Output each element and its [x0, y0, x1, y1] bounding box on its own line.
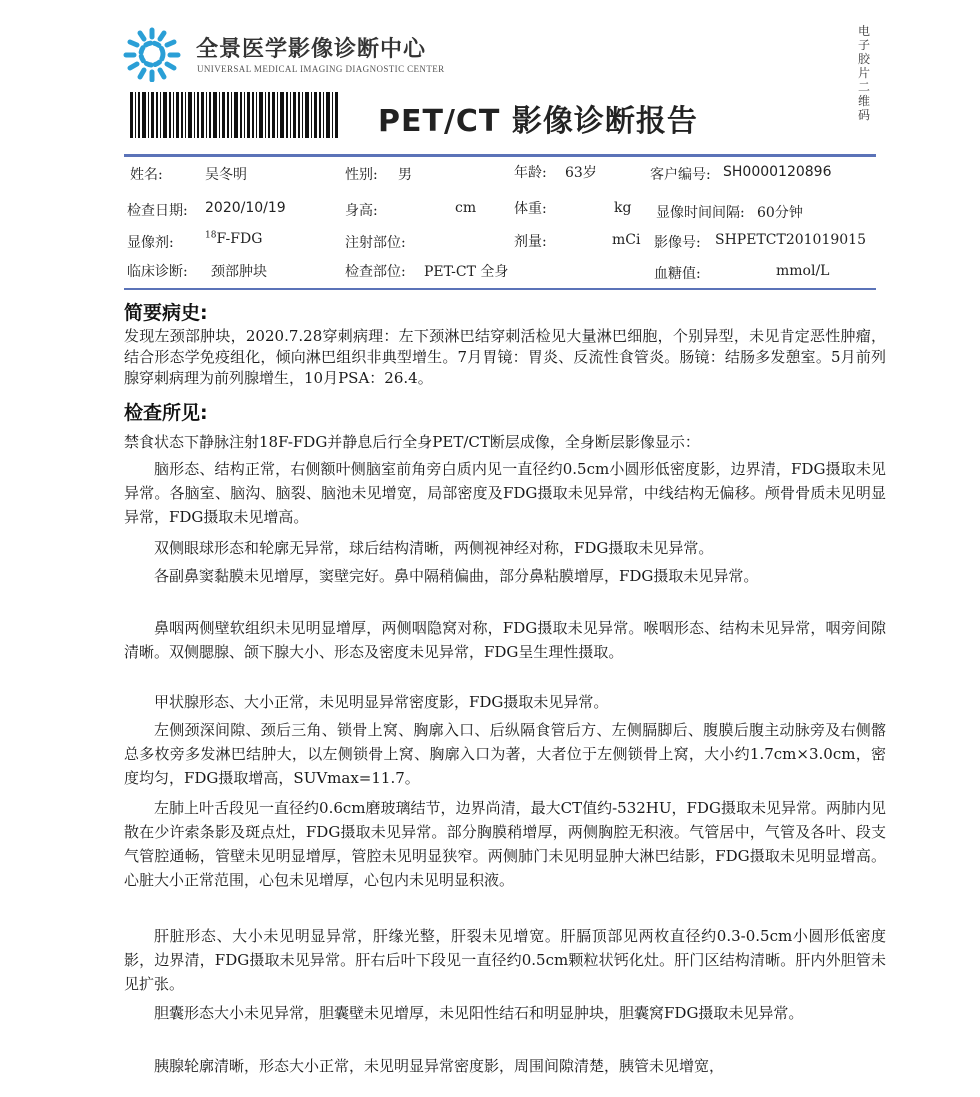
finding-paragraph: 左侧颈深间隙、颈后三角、锁骨上窝、胸廓入口、后纵隔食管后方、左侧膈脚后、腹膜后腹主动脉旁及右侧髂总多枚旁多发淋巴结肿大，以左侧锁骨上窝、胸廓入口为著，大者位于左侧锁骨上窝，大小约1.7cm×3.0cm，密度均匀，FDG摄取增高，SUVmax=11.7。	[124, 721, 886, 787]
sex-value: 男	[398, 167, 412, 183]
dose-label: 剂量:	[514, 234, 547, 250]
finding-paragraph: 鼻咽两侧壁软组织未见明显增厚，两侧咽隐窝对称，FDG摄取未见异常。喉咽形态、结构未见异常，咽旁间隙清晰。双侧腮腺、颌下腺大小、形态及密度未见异常，FDG呈生理性摄取。	[124, 619, 886, 661]
diagnosis-label: 临床诊断:	[127, 264, 188, 280]
finding-paragraph: 胆囊形态大小未见异常，胆囊壁未见增厚，未见阳性结石和明显肿块，胆囊窝FDG摄取未见异常。	[154, 1004, 804, 1022]
image-no-value: SHPETCT201019015	[715, 232, 866, 248]
site-label: 注射部位:	[345, 235, 406, 251]
history-title: 简要病史:	[124, 302, 208, 324]
org-name-en: UNIVERSAL MEDICAL IMAGING DIAGNOSTIC CENTER	[197, 64, 445, 74]
finding-paragraph: 肝脏形态、大小未见明显异常，肝缘光整，肝裂未见增宽。肝膈顶部见两枚直径约0.3-0.5cm小圆形低密度影，边界清，FDG摄取未见异常。肝右后叶下段见一直径约0.5cm颗粒状钙化灶。肝门区结构清晰。肝内外胆管未见扩张。	[124, 927, 886, 993]
height-label: 身高:	[345, 203, 378, 219]
history-text: 发现左颈部肿块，2020.7.28穿刺病理：左下颈淋巴结穿刺活检见大量淋巴细胞，个别异型，未见肯定恶性肿瘤，结合形态学免疫组化，倾向淋巴组织非典型增生。7月胃镜：胃炎、反流性食管炎。肠镜：结肠多发憩室。5月前列腺穿刺病理为前列腺增生，10月PSA：26.4。	[124, 327, 886, 387]
finding-paragraph: 左肺上叶舌段见一直径约0.6cm磨玻璃结节，边界尚清，最大CT值约-532HU，FDG摄取未见异常。两肺内见散在少许索条影及斑点灶，FDG摄取未见异常。部分胸膜稍增厚，两侧胸腔无积液。气管居中，气管及各叶、段支气管腔通畅，管壁未见明显增厚，管腔未见明显狭窄。两侧肺门未见明显肿大淋巴结影，FDG摄取未见明显增高。心脏大小正常范围，心包未见增厚，心包内未见明显积液。	[124, 799, 886, 889]
info-top-rule	[124, 154, 876, 157]
sex-label: 性别:	[345, 167, 378, 183]
finding-paragraph: 各副鼻窦黏膜未见增厚，窦壁完好。鼻中隔稍偏曲，部分鼻粘膜增厚，FDG摄取未见异常。	[154, 567, 759, 585]
findings-title: 检查所见:	[124, 402, 208, 424]
qr-label: 电子胶片二维码	[857, 24, 870, 122]
date-label: 检查日期:	[127, 203, 188, 219]
exam-site-value: PET-CT 全身	[424, 264, 509, 280]
age-label: 年龄:	[514, 165, 547, 181]
client-value: SH0000120896	[723, 164, 832, 180]
agent-isotope-sup: 18	[205, 230, 217, 241]
weight-unit: kg	[614, 200, 632, 216]
glucose-unit: mmol/L	[776, 263, 830, 279]
glucose-label: 血糖值:	[654, 266, 701, 282]
client-label: 客户编号:	[650, 167, 711, 183]
age-value: 63岁	[565, 165, 597, 181]
name-label: 姓名:	[130, 167, 163, 183]
exam-site-label: 检查部位:	[345, 264, 406, 280]
org-name: 全景医学影像诊断中心	[196, 37, 427, 62]
finding-paragraph: 双侧眼球形态和轮廓无异常，球后结构清晰，两侧视神经对称，FDG摄取未见异常。	[154, 539, 714, 557]
info-bottom-rule	[124, 288, 876, 290]
agent-value	[205, 231, 262, 247]
name-value: 吴冬明	[205, 167, 247, 183]
image-no-label: 影像号:	[654, 235, 701, 251]
finding-paragraph: 胰腺轮廓清晰，形态大小正常，未见明显异常密度影，周围间隙清楚，胰管未见增宽，	[154, 1057, 725, 1075]
weight-label: 体重:	[514, 201, 547, 217]
report-title: PET/CT 影像诊断报告	[378, 104, 698, 139]
agent-label: 显像剂:	[127, 235, 174, 251]
interval-label: 显像时间间隔:	[656, 205, 745, 221]
finding-paragraph: 甲状腺形态、大小正常，未见明显异常密度影，FDG摄取未见异常。	[154, 693, 609, 711]
dose-unit: mCi	[612, 232, 641, 248]
interval-value: 60分钟	[757, 205, 803, 221]
date-value: 2020/10/19	[205, 200, 286, 216]
height-unit: cm	[455, 200, 477, 216]
center-logo-icon	[120, 24, 184, 82]
finding-paragraph: 脑形态、结构正常，右侧额叶侧脑室前角旁白质内见一直径约0.5cm小圆形低密度影，边界清，FDG摄取未见异常。各脑室、脑沟、脑裂、脑池未见增宽，局部密度及FDG摄取未见异常，中线结构无偏移。颅骨骨质未见明显异常，FDG摄取未见增高。	[124, 460, 886, 526]
barcode-icon	[130, 92, 338, 138]
diagnosis-value: 颈部肿块	[211, 264, 267, 280]
findings-intro: 禁食状态下静脉注射18F-FDG并静息后行全身PET/CT断层成像，全身断层影像显示：	[124, 433, 700, 451]
agent-name: F-FDG	[216, 231, 263, 247]
